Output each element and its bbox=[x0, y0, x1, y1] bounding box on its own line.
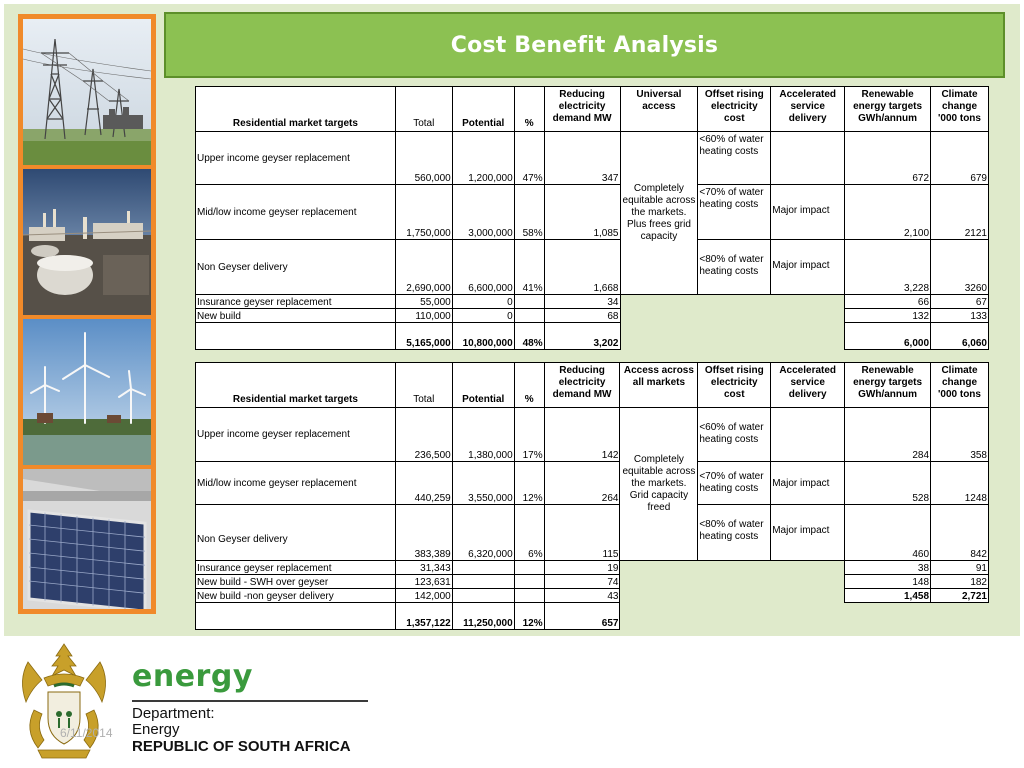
table-header-row bbox=[196, 87, 989, 132]
col-header-accelerated-delivery: Accelerated service delivery bbox=[771, 363, 845, 408]
cell-climate: 182 bbox=[931, 575, 989, 589]
cell-potential bbox=[452, 561, 514, 575]
coat-of-arms-logo bbox=[14, 640, 114, 764]
row-label: Mid/low income geyser replacement bbox=[196, 462, 396, 505]
row-label bbox=[196, 603, 396, 630]
cell-empty bbox=[771, 603, 845, 630]
row-label: Insurance geyser replacement bbox=[196, 561, 396, 575]
cost-benefit-table-1 bbox=[195, 86, 989, 350]
cell-renewable: 672 bbox=[845, 132, 931, 185]
cell-empty bbox=[771, 575, 845, 589]
cell-empty bbox=[620, 603, 698, 630]
solar-panel-photo bbox=[23, 469, 151, 609]
cell-reducing-demand: 1,668 bbox=[544, 240, 620, 295]
cell-total: 2,690,000 bbox=[395, 240, 452, 295]
row-label: Upper income geyser replacement bbox=[196, 132, 396, 185]
total-reducing-demand: 657 bbox=[544, 603, 620, 630]
cell-total: 560,000 bbox=[395, 132, 452, 185]
row-label: Upper income geyser replacement bbox=[196, 408, 396, 462]
cell-climate: 679 bbox=[931, 132, 989, 185]
cell-empty bbox=[620, 309, 698, 323]
cell-empty bbox=[620, 589, 698, 603]
cell-renewable: 460 bbox=[845, 505, 931, 561]
cell-accelerated-delivery: Major impact bbox=[771, 462, 845, 505]
cell-empty bbox=[771, 295, 845, 309]
cell-offset-cost: <60% of water heating costs bbox=[698, 408, 771, 462]
cell-empty bbox=[771, 323, 845, 350]
cell-empty bbox=[771, 309, 845, 323]
cell-renewable: 3,228 bbox=[845, 240, 931, 295]
cell-reducing-demand: 142 bbox=[544, 408, 620, 462]
cell-renewable: 38 bbox=[845, 561, 931, 575]
table-row bbox=[196, 295, 989, 309]
cell-climate: 3260 bbox=[931, 240, 989, 295]
col-header-access: Access across all markets bbox=[620, 363, 698, 408]
cell-climate: 1248 bbox=[931, 462, 989, 505]
row-label: New build bbox=[196, 309, 396, 323]
cell-total: 31,343 bbox=[395, 561, 452, 575]
cell-empty bbox=[931, 603, 989, 630]
cell-percent: 47% bbox=[514, 132, 544, 185]
energy-wordmark: energy bbox=[132, 659, 253, 694]
cell-percent bbox=[514, 561, 544, 575]
row-label: Insurance geyser replacement bbox=[196, 295, 396, 309]
cell-renewable: 132 bbox=[845, 309, 931, 323]
cost-benefit-table-2 bbox=[195, 362, 989, 630]
cell-total: 236,500 bbox=[395, 408, 452, 462]
cell-percent: 58% bbox=[514, 185, 544, 240]
table-row bbox=[196, 462, 989, 505]
table-row bbox=[196, 185, 989, 240]
cell-climate: 2,721 bbox=[931, 589, 989, 603]
cell-total: 383,389 bbox=[395, 505, 452, 561]
cell-potential: 0 bbox=[452, 295, 514, 309]
access-note: Completely equitable across the markets. Grid capacity freed bbox=[620, 408, 698, 561]
cell-percent: 17% bbox=[514, 408, 544, 462]
cell-renewable: 2,100 bbox=[845, 185, 931, 240]
cell-empty bbox=[771, 589, 845, 603]
slide-date: 6/11/2014 bbox=[60, 726, 113, 740]
row-label: New build - SWH over geyser bbox=[196, 575, 396, 589]
industrial-plant-photo bbox=[23, 169, 151, 315]
cell-renewable: 148 bbox=[845, 575, 931, 589]
col-header-renewable-targets: Renewable energy targets GWh/annum bbox=[845, 363, 931, 408]
row-label: Mid/low income geyser replacement bbox=[196, 185, 396, 240]
cell-reducing-demand: 19 bbox=[544, 561, 620, 575]
cell-empty bbox=[771, 561, 845, 575]
cell-empty bbox=[698, 323, 771, 350]
col-header-total: Total bbox=[395, 363, 452, 408]
power-lines-photo bbox=[23, 19, 151, 165]
cell-climate: 91 bbox=[931, 561, 989, 575]
cell-reducing-demand: 1,085 bbox=[544, 185, 620, 240]
col-header-label: Residential market targets bbox=[196, 87, 396, 132]
total-potential: 11,250,000 bbox=[452, 603, 514, 630]
table-row bbox=[196, 309, 989, 323]
cell-potential: 6,600,000 bbox=[452, 240, 514, 295]
cell-climate: 67 bbox=[931, 295, 989, 309]
table-header-row bbox=[196, 363, 989, 408]
cell-climate: 842 bbox=[931, 505, 989, 561]
cell-empty bbox=[698, 589, 771, 603]
col-header-reducing-demand: Reducing electricity demand MW bbox=[544, 87, 620, 132]
cell-reducing-demand: 347 bbox=[544, 132, 620, 185]
cell-reducing-demand: 74 bbox=[544, 575, 620, 589]
cell-potential: 1,380,000 bbox=[452, 408, 514, 462]
col-header-total: Total bbox=[395, 87, 452, 132]
cell-empty bbox=[698, 561, 771, 575]
cell-percent bbox=[514, 589, 544, 603]
row-label: New build -non geyser delivery bbox=[196, 589, 396, 603]
col-header-potential: Potential bbox=[452, 87, 514, 132]
cell-potential: 0 bbox=[452, 309, 514, 323]
access-note: Completely equitable across the markets. Plus frees grid capacity bbox=[620, 132, 698, 295]
cell-percent bbox=[514, 309, 544, 323]
cell-empty bbox=[620, 575, 698, 589]
row-label bbox=[196, 323, 396, 350]
cell-percent: 41% bbox=[514, 240, 544, 295]
cell-offset-cost: <70% of water heating costs bbox=[698, 462, 771, 505]
photo-strip bbox=[18, 14, 156, 614]
col-header-offset-cost: Offset rising electricity cost bbox=[698, 363, 771, 408]
cell-reducing-demand: 264 bbox=[544, 462, 620, 505]
col-header-climate-change: Climate change '000 tons bbox=[931, 363, 989, 408]
cell-percent bbox=[514, 575, 544, 589]
cell-potential: 3,550,000 bbox=[452, 462, 514, 505]
cell-potential bbox=[452, 589, 514, 603]
country-name: REPUBLIC OF SOUTH AFRICA bbox=[132, 738, 351, 755]
col-header-percent: % bbox=[514, 87, 544, 132]
cell-empty bbox=[620, 561, 698, 575]
cell-percent bbox=[514, 295, 544, 309]
cell-empty bbox=[698, 603, 771, 630]
cell-climate: 2121 bbox=[931, 185, 989, 240]
cell-offset-cost: <70% of water heating costs bbox=[698, 185, 771, 240]
table-row bbox=[196, 132, 989, 185]
cell-potential: 3,000,000 bbox=[452, 185, 514, 240]
col-header-label: Residential market targets bbox=[196, 363, 396, 408]
cell-empty bbox=[620, 323, 698, 350]
total-renewable: 6,000 bbox=[845, 323, 931, 350]
cell-total: 1,750,000 bbox=[395, 185, 452, 240]
table-row bbox=[196, 505, 989, 561]
title-bar bbox=[164, 12, 1005, 78]
cell-accelerated-delivery: Major impact bbox=[771, 505, 845, 561]
col-header-potential: Potential bbox=[452, 363, 514, 408]
cell-total: 142,000 bbox=[395, 589, 452, 603]
cell-accelerated-delivery bbox=[771, 132, 845, 185]
cell-reducing-demand: 34 bbox=[544, 295, 620, 309]
total-climate: 6,060 bbox=[931, 323, 989, 350]
table-totals-row bbox=[196, 323, 989, 350]
cell-percent: 12% bbox=[514, 462, 544, 505]
col-header-percent: % bbox=[514, 363, 544, 408]
col-header-accelerated-delivery: Accelerated service delivery bbox=[771, 87, 845, 132]
department-name: Energy bbox=[132, 721, 180, 738]
cell-offset-cost: <80% of water heating costs bbox=[698, 505, 771, 561]
total-potential: 10,800,000 bbox=[452, 323, 514, 350]
cell-reducing-demand: 43 bbox=[544, 589, 620, 603]
table-row bbox=[196, 408, 989, 462]
cell-accelerated-delivery bbox=[771, 408, 845, 462]
wind-turbines-photo bbox=[23, 319, 151, 465]
cell-renewable: 528 bbox=[845, 462, 931, 505]
total-total: 1,357,122 bbox=[395, 603, 452, 630]
cell-accelerated-delivery: Major impact bbox=[771, 185, 845, 240]
cell-offset-cost: <80% of water heating costs bbox=[698, 240, 771, 295]
cell-potential: 1,200,000 bbox=[452, 132, 514, 185]
col-header-renewable-targets: Renewable energy targets GWh/annum bbox=[845, 87, 931, 132]
cell-total: 55,000 bbox=[395, 295, 452, 309]
cell-empty bbox=[620, 295, 698, 309]
cell-reducing-demand: 115 bbox=[544, 505, 620, 561]
total-total: 5,165,000 bbox=[395, 323, 452, 350]
footer-divider bbox=[132, 700, 368, 702]
cell-potential bbox=[452, 575, 514, 589]
table-row bbox=[196, 561, 989, 575]
cell-empty bbox=[845, 603, 931, 630]
cell-potential: 6,320,000 bbox=[452, 505, 514, 561]
cell-empty bbox=[698, 295, 771, 309]
cell-offset-cost: <60% of water heating costs bbox=[698, 132, 771, 185]
table-row bbox=[196, 240, 989, 295]
table-row bbox=[196, 575, 989, 589]
cell-percent: 6% bbox=[514, 505, 544, 561]
table-totals-row bbox=[196, 603, 989, 630]
total-percent: 12% bbox=[514, 603, 544, 630]
total-percent: 48% bbox=[514, 323, 544, 350]
col-header-access: Universal access bbox=[620, 87, 698, 132]
department-label: Department: bbox=[132, 705, 215, 722]
table-row bbox=[196, 589, 989, 603]
row-label: Non Geyser delivery bbox=[196, 505, 396, 561]
col-header-reducing-demand: Reducing electricity demand MW bbox=[544, 363, 620, 408]
cell-renewable: 66 bbox=[845, 295, 931, 309]
cell-accelerated-delivery: Major impact bbox=[771, 240, 845, 295]
cell-empty bbox=[698, 309, 771, 323]
col-header-offset-cost: Offset rising electricity cost bbox=[698, 87, 771, 132]
slide-title: Cost Benefit Analysis bbox=[450, 32, 719, 58]
cell-total: 123,631 bbox=[395, 575, 452, 589]
total-reducing-demand: 3,202 bbox=[544, 323, 620, 350]
cell-climate: 133 bbox=[931, 309, 989, 323]
cell-total: 110,000 bbox=[395, 309, 452, 323]
cell-renewable: 284 bbox=[845, 408, 931, 462]
cell-total: 440,259 bbox=[395, 462, 452, 505]
cell-reducing-demand: 68 bbox=[544, 309, 620, 323]
row-label: Non Geyser delivery bbox=[196, 240, 396, 295]
col-header-climate-change: Climate change '000 tons bbox=[931, 87, 989, 132]
cell-climate: 358 bbox=[931, 408, 989, 462]
cell-renewable: 1,458 bbox=[845, 589, 931, 603]
cell-empty bbox=[698, 575, 771, 589]
